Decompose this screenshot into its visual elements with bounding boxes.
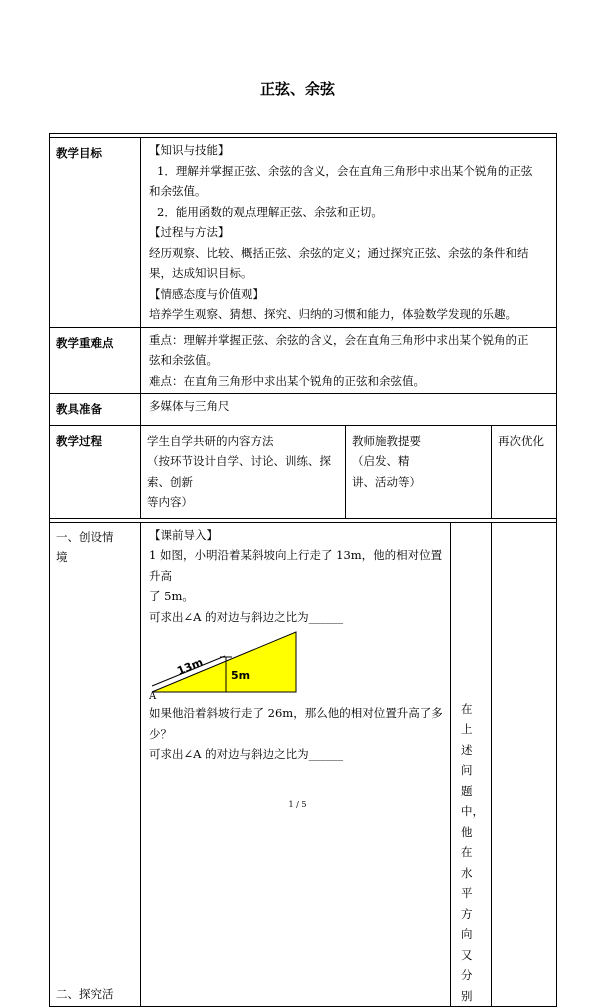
- hyp-length-label: 13m: [175, 655, 205, 678]
- method-header-line: （按环节设计自学、讨论、训练、探索、创新: [147, 454, 331, 489]
- method-header-line: 学生自学共研的内容方法: [147, 433, 274, 448]
- key-points-label: 教学重难点: [50, 327, 141, 394]
- question-2: 可求出∠A 的对边与斜边之比为______: [149, 747, 344, 761]
- teacher-header-line: 教师施教提要: [352, 433, 421, 448]
- problem-line: 1 如图，小明沿着某斜坡向上行走了 13m，他的相对位置: [149, 548, 443, 562]
- problem-line: 升高: [149, 568, 172, 583]
- problem2-line: 少？: [149, 726, 172, 741]
- optimize-cell: [492, 522, 557, 1007]
- teacher-note-line: 题中，他: [461, 783, 484, 839]
- teacher-note-line: 在上述问: [461, 701, 473, 777]
- teacher-note-line: 向又分别: [461, 927, 473, 1003]
- knowledge-heading: 【知识与技能】: [149, 143, 230, 157]
- stage1-line: 境: [56, 550, 68, 564]
- lesson-plan-table: [49, 133, 557, 1007]
- teacher-note-line: 在水平方: [461, 845, 473, 921]
- objective-line: 果，达成知识目标。: [149, 266, 253, 280]
- document-title: 正弦、余弦: [259, 80, 335, 98]
- key-points-row: [50, 327, 557, 394]
- method-header: [141, 425, 346, 518]
- activity-content: [141, 522, 451, 1007]
- key-point-line: 弦和余弦值。: [149, 353, 218, 367]
- method-header-line: 等内容）: [147, 495, 193, 509]
- vertex-a-label: A: [149, 691, 157, 702]
- objective-line: 和余弦值。: [149, 184, 207, 198]
- height-length-label: 5m: [231, 669, 251, 682]
- key-points-content: [141, 327, 557, 394]
- tools-row: [50, 394, 557, 426]
- objective-line: 2．能用函数的观点理解正弦、余弦和正切。: [157, 204, 383, 219]
- optimize-header: 再次优化: [492, 425, 557, 518]
- slope-triangle: [152, 632, 296, 692]
- problem2-line: 如果他沿着斜坡行走了 26m，那么他的相对位置升高了多: [149, 706, 443, 720]
- process-label: 教学过程: [50, 425, 141, 518]
- stage-column: [50, 522, 141, 1007]
- question-1: 可求出∠A 的对边与斜边之比为______: [149, 609, 344, 624]
- teacher-header-line: （启发、精: [352, 454, 410, 468]
- key-point-line: 重点：理解并掌握正弦、余弦的含义，会在直角三角形中求出某个锐角的正: [149, 332, 529, 347]
- tools-label: 教具准备: [50, 394, 141, 426]
- stage1-line: 一、创设情: [56, 529, 114, 544]
- process-body-row: [50, 522, 557, 1007]
- intro-heading: 【课前导入】: [149, 527, 218, 542]
- objectives-row: [50, 138, 557, 328]
- slope-triangle-figure: [149, 629, 309, 695]
- page-number: 1 / 5: [288, 800, 307, 809]
- process-header-row: [50, 425, 557, 518]
- teacher-header-line: 讲、活动等）: [352, 474, 421, 489]
- objective-line: 1．理解并掌握正弦、余弦的含义，会在直角三角形中求出某个锐角的正弦: [157, 163, 533, 178]
- attitude-heading: 【情感态度与价值观】: [149, 286, 264, 301]
- difficulty-line: 难点：在直角三角形中求出某个锐角的正弦和余弦值。: [149, 373, 425, 388]
- problem-line: 了 5m。: [149, 589, 194, 603]
- objective-line: 经历观察、比较、概括正弦、余弦的定义；通过探究正弦、余弦的条件和结: [149, 245, 529, 260]
- tools-value: 多媒体与三角尺: [141, 394, 557, 426]
- objectives-label: 教学目标: [50, 138, 141, 328]
- process-method-heading: 【过程与方法】: [149, 225, 230, 239]
- objective-line: 培养学生观察、猜想、探究、归纳的习惯和能力，体验数学发现的乐趣。: [149, 307, 517, 321]
- teacher-header: [346, 425, 492, 518]
- objectives-content: [141, 138, 557, 328]
- stage2-label: 二、探究活: [56, 986, 114, 1001]
- teacher-notes: [451, 522, 492, 1007]
